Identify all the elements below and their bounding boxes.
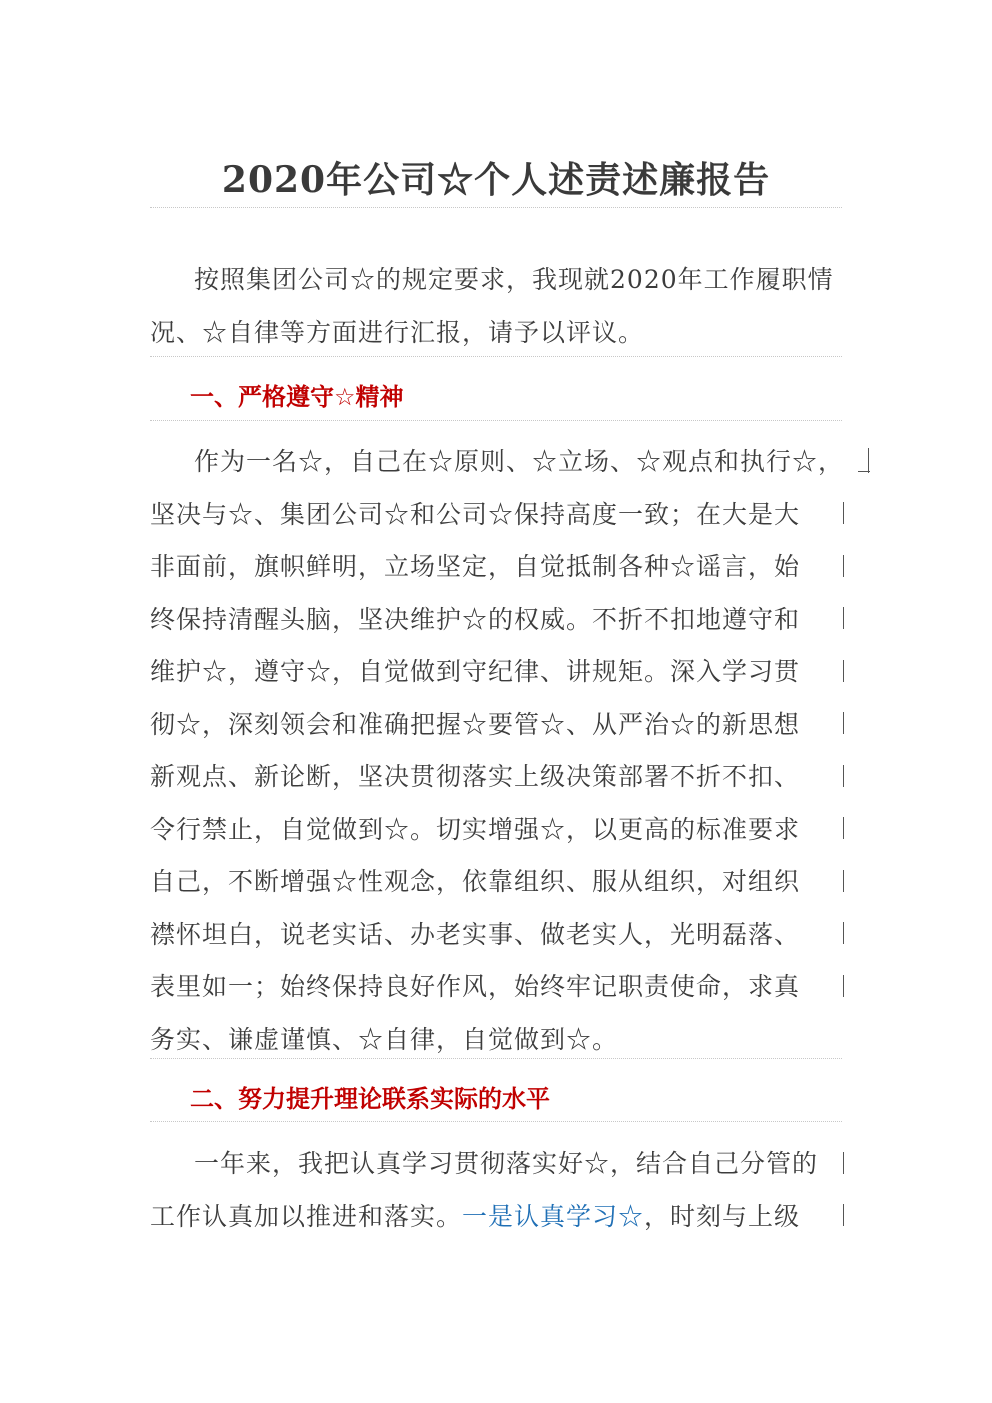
section2-line: 一年来，我把认真学习贯彻落实好☆，结合自己分管的 — [194, 1149, 819, 1178]
line-end-marker — [843, 765, 844, 787]
line-end-marker — [843, 502, 844, 524]
line-end-marker — [843, 922, 844, 944]
section-divider — [150, 420, 842, 421]
intro-line: 况、☆自律等方面进行汇报，请予以评议。 — [150, 317, 645, 347]
section1-line: 令行禁止，自觉做到☆。切实增强☆，以更高的标准要求 — [150, 814, 801, 844]
section1-line: 作为一名☆，自己在☆原则、☆立场、☆观点和执行☆， — [194, 447, 845, 476]
section-divider — [150, 1121, 842, 1122]
line-end-marker — [843, 975, 844, 997]
section1-heading: 一、严格遵守☆精神 — [190, 383, 404, 411]
highlight-text: 一是认真学习☆ — [462, 1201, 645, 1231]
section-divider — [150, 356, 842, 357]
section1-line: 务实、谦虚谨慎、☆自律，自觉做到☆。 — [150, 1024, 619, 1054]
section1-line: 坚决与☆、集团公司☆和公司☆保持高度一致；在大是大 — [150, 499, 801, 529]
section1-line: 维护☆，遵守☆，自觉做到守纪律、讲规矩。深入学习贯 — [150, 657, 801, 686]
section1-line: 彻☆，深刻领会和准确把握☆要管☆、从严治☆的新思想 — [150, 709, 801, 739]
line-end-marker — [843, 607, 844, 629]
section2-paragraph — [150, 1138, 842, 1243]
line-end-marker — [843, 1152, 844, 1174]
section2-line — [150, 1191, 842, 1244]
section2-heading: 二、努力提升理论联系实际的水平 — [190, 1085, 550, 1113]
intro-line: 按照集团公司☆的规定要求，我现就2020年工作履职情 — [194, 265, 834, 294]
line-end-marker — [843, 712, 844, 734]
section1-line: 襟怀坦白，说老实话、办老实事、做老实人，光明磊落、 — [150, 919, 801, 949]
section-divider — [150, 1058, 842, 1059]
section1-line: 表里如一；始终保持良好作风，始终牢记职责使命，求真 — [150, 972, 801, 1001]
line-end-marker — [843, 1204, 844, 1226]
title-divider — [150, 207, 842, 208]
line-end-marker — [843, 870, 844, 892]
section1-line: 终保持清醒头脑，坚决维护☆的权威。不折不扣地遵守和 — [150, 604, 801, 634]
section1-line: 自己，不断增强☆性观念，依靠组织、服从组织，对组织 — [150, 867, 801, 896]
section2-line-text: ，时刻与上级 — [644, 1201, 801, 1231]
section1-paragraph — [150, 436, 845, 1066]
line-end-marker — [858, 471, 870, 472]
section2-line-text: 工作认真加以推进和落实。 — [150, 1201, 463, 1231]
line-end-marker — [868, 448, 869, 473]
line-end-marker — [843, 660, 844, 682]
intro-paragraph — [150, 254, 842, 359]
section1-line: 非面前，旗帜鲜明，立场坚定，自觉抵制各种☆谣言，始 — [150, 552, 801, 581]
line-end-marker — [843, 817, 844, 839]
document-title: 2020年公司☆个人述责述廉报告 — [221, 159, 771, 201]
line-end-marker — [843, 555, 844, 577]
section1-line: 新观点、新论断，坚决贯彻落实上级决策部署不折不扣、 — [150, 762, 801, 791]
